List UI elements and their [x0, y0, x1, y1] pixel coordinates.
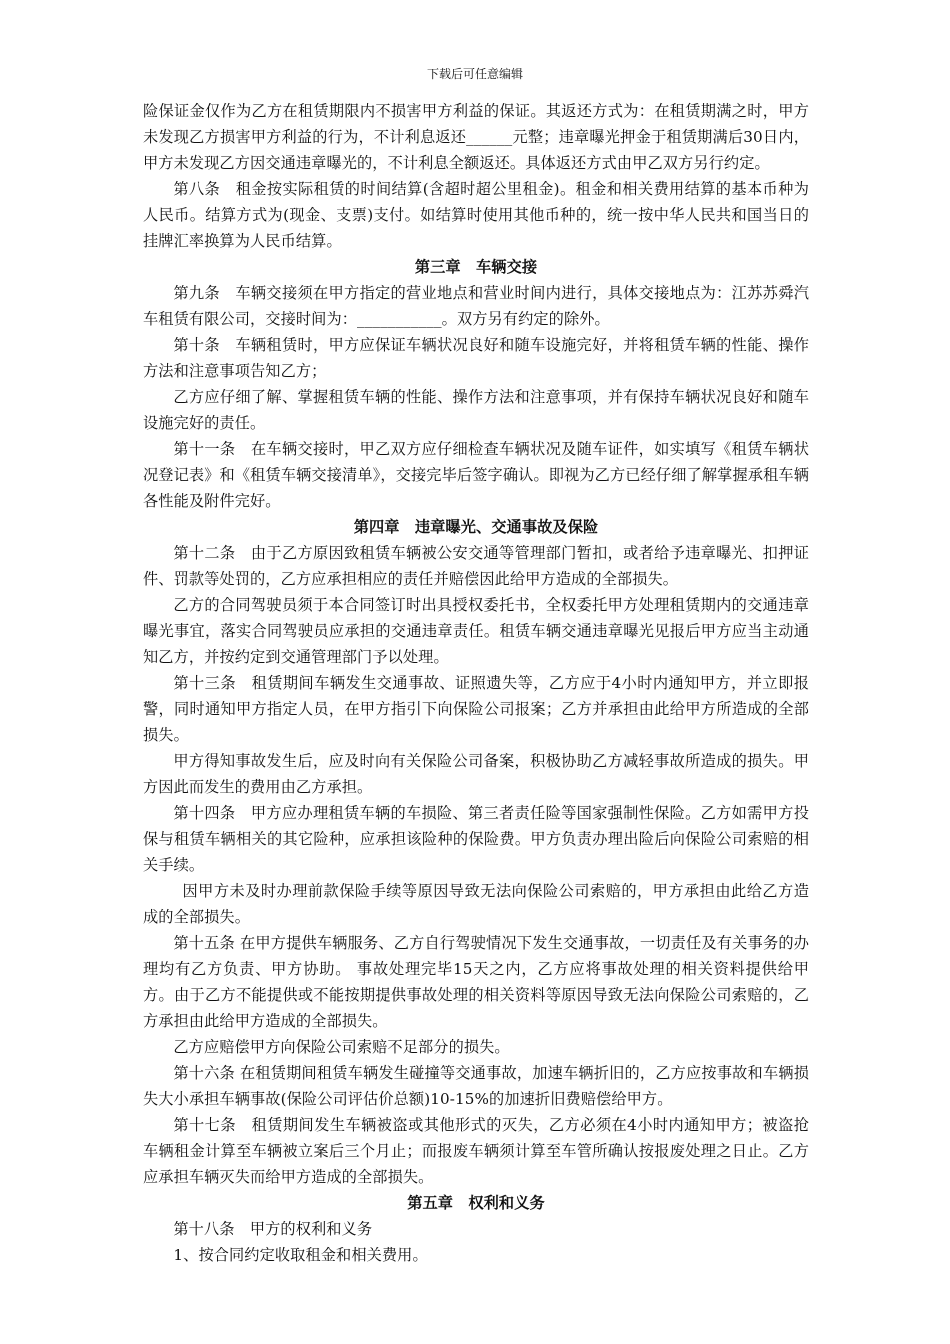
paragraph: 第十三条 租赁期间车辆发生交通事故、证照遗失等，乙方应于4小时内通知甲方，并立即报警，同时通知甲方指定人员，在甲方指引下向保险公司报案；乙方并承担由此给甲方所造成的全部损失。: [143, 674, 809, 744]
paragraph: 第十二条 由于乙方原因致租赁车辆被公安交通等管理部门暂扣，或者给予违章曝光、扣押证件、罚款等处罚的，乙方应承担相应的责任并赔偿因此给甲方造成的全部损失。: [143, 544, 809, 588]
document-body: [143, 98, 809, 1268]
paragraph: 第十六条 在租赁期间租赁车辆发生碰撞等交通事故，加速车辆折旧的，乙方应按事故和车辆损失大小承担车辆事故(保险公司评估价总额)10-15%的加速折旧费赔偿给甲方。: [143, 1064, 809, 1108]
header-note: 下载后可任意编辑: [426, 67, 523, 81]
paragraph: 第八条 租金按实际租赁的时间结算(含超时超公里租金)。租金和相关费用结算的基本币种为人民币。结算方式为(现金、支票)支付。如结算时使用其他币种的，统一按中华人民共和国当日的挂牌汇率换算为人民币结算。: [143, 180, 809, 250]
paragraph: 第十条 车辆租赁时，甲方应保证车辆状况良好和随车设施完好，并将租赁车辆的性能、操作方法和注意事项告知乙方；: [143, 336, 809, 380]
paragraph: 1、按合同约定收取租金和相关费用。: [173, 1246, 428, 1264]
paragraph: 第十八条 甲方的权利和义务: [173, 1220, 373, 1238]
chapter-heading: 第三章 车辆交接: [414, 258, 538, 276]
paragraph: 因甲方未及时办理前款保险手续等原因导致无法向保险公司索赔的，甲方承担由此给乙方造成的全部损失。: [143, 882, 809, 926]
paragraph: 乙方应赔偿甲方向保险公司索赔不足部分的损失。: [173, 1038, 510, 1056]
paragraph: 第十七条 租赁期间发生车辆被盗或其他形式的灭失，乙方必须在4小时内通知甲方；被盗抢车辆租金计算至车辆被立案后三个月止；而报废车辆须计算至车管所确认按报废处理之日止。乙方应承担车辆灭失而给甲方造成的全部损失。: [143, 1116, 809, 1186]
paragraph: 第九条 车辆交接须在甲方指定的营业地点和营业时间内进行，具体交接地点为：江苏苏舜汽车租赁有限公司，交接时间为：___________。双方另有约定的除外。: [143, 284, 809, 328]
chapter-heading: 第四章 违章曝光、交通事故及保险: [353, 518, 599, 536]
paragraph: 乙方的合同驾驶员须于本合同签订时出具授权委托书，全权委托甲方处理租赁期内的交通违章曝光事宜，落实合同驾驶员应承担的交通违章责任。租赁车辆交通违章曝光见报后甲方应当主动通知乙方，并按约定到交通管理部门予以处理。: [143, 596, 809, 666]
paragraph: 甲方得知事故发生后，应及时向有关保险公司备案，积极协助乙方减轻事故所造成的损失。甲方因此而发生的费用由乙方承担。: [143, 752, 809, 796]
paragraph: 第十五条 在甲方提供车辆服务、乙方自行驾驶情况下发生交通事故，一切责任及有关事务的办理均有乙方负责、甲方协助。 事故处理完毕15天之内，乙方应将事故处理的相关资料提供给甲方。由于乙方不能提供或不能按期提供事故处理的相关资料等原因导致无法向保险公司索赔的，乙方承担由此给甲方造成的全部损失。: [143, 934, 809, 1030]
paragraph: 乙方应仔细了解、掌握租赁车辆的性能、操作方法和注意事项，并有保持车辆状况良好和随车设施完好的责任。: [143, 388, 809, 432]
paragraph: 第十四条 甲方应办理租赁车辆的车损险、第三者责任险等国家强制性保险。乙方如需甲方投保与租赁车辆相关的其它险种，应承担该险种的保险费。甲方负责办理出险后向保险公司索赔的相关手续。: [143, 804, 809, 874]
paragraph: 第十一条 在车辆交接时，甲乙双方应仔细检查车辆状况及随车证件，如实填写《租赁车辆状况登记表》和《租赁车辆交接清单》，交接完毕后签字确认。即视为乙方已经仔细了解掌握承租车辆各性能及附件完好。: [143, 440, 809, 510]
chapter-heading: 第五章 权利和义务: [407, 1194, 545, 1212]
paragraph: 险保证金仅作为乙方在租赁期限内不损害甲方利益的保证。其返还方式为：在租赁期满之时，甲方未发现乙方损害甲方利益的行为，不计利息返还______元整；违章曝光押金于租赁期满后30日内，甲方未发现乙方因交通违章曝光的，不计利息全额返还。具体返还方式由甲乙双方另行约定。: [143, 102, 809, 172]
